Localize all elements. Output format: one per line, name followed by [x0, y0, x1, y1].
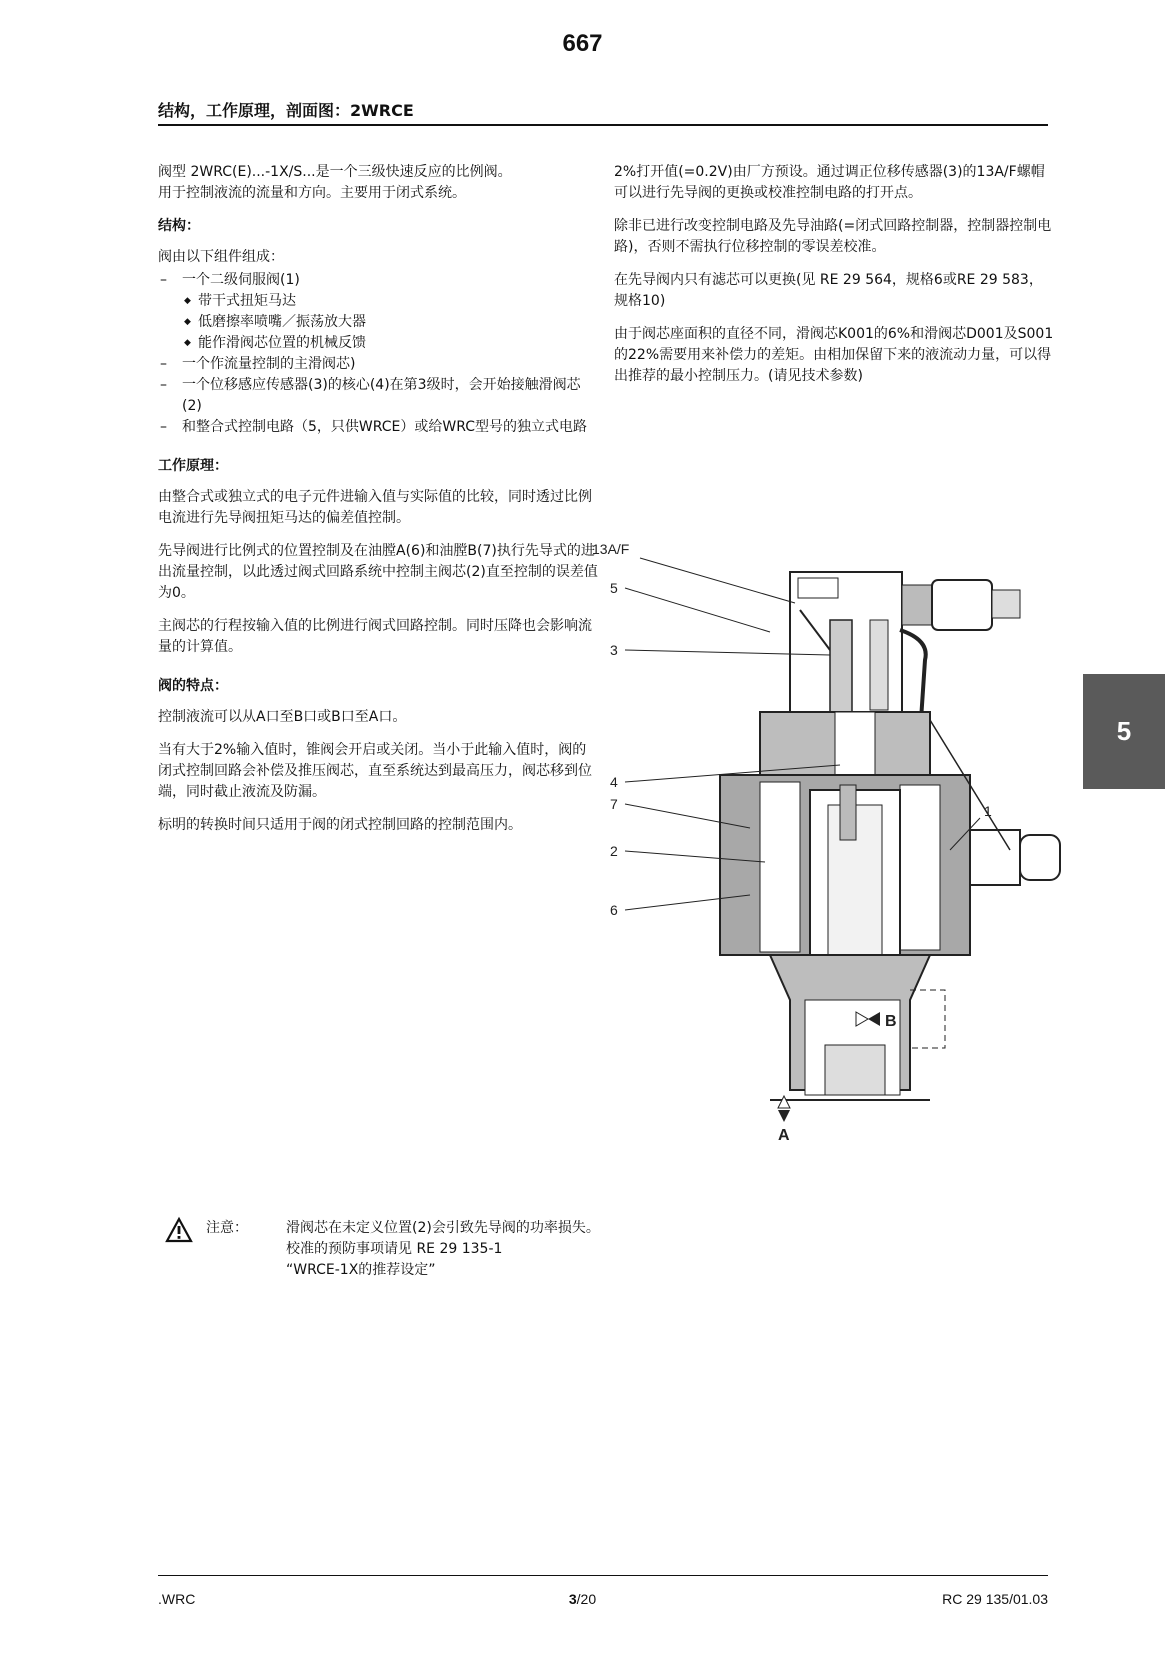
title-divider — [158, 124, 1048, 126]
page-number: 667 — [562, 30, 603, 57]
label-1: 1 — [984, 803, 992, 819]
warning-label: 注意： — [206, 1220, 248, 1236]
features-paragraph-2: 当有大于2%输入值时，锥阀会开启或关闭。当小于此输入值时，阀的闭式控制回路会补偿及推压阀芯，直至系统达到最高压力，阀芯移到位端，同时截止液流及防漏。 — [158, 742, 592, 800]
principle-paragraph-1: 由整合式或独立式的电子元件进输入值与实际值的比较，同时透过比例电流进行先导阀扭矩马达的偏差值控制。 — [158, 489, 592, 526]
label-2: 2 — [610, 843, 618, 859]
list-item: ◆ 低磨擦率喷嘴／振荡放大器 — [158, 312, 598, 333]
warning-line-3: “WRCE-1X的推荐设定” — [286, 1262, 436, 1278]
footer-divider — [158, 1575, 1048, 1576]
right-paragraph-2: 除非已进行改变控制电路及先导油路(=闭式回路控制器，控制器控制电路)，否则不需执行位移控制的零误差校准。 — [614, 218, 1052, 255]
structure-list — [158, 270, 598, 438]
valve-section-drawing — [592, 541, 1080, 1220]
warning-line-2: 校准的预防事项请见 RE 29 135-1 — [286, 1241, 503, 1257]
list-item: – 和整合式控制电路（5，只供WRCE）或给WRC型号的独立式电路 — [158, 417, 598, 438]
right-paragraph-1: 2%打开值(=0.2V)由厂方预设。通过调正位移传感器(3)的13A/F螺帽可以进行先导阀的更换或校准控制电路的打开点。 — [614, 164, 1045, 201]
list-item: – 一个二级伺服阀(1) — [158, 270, 598, 291]
intro-line-2: 用于控制液流的流量和方向。主要用于闭式系统。 — [158, 185, 466, 201]
label-6: 6 — [610, 902, 618, 918]
right-paragraph-3: 在先导阀内只有滤芯可以更换(见 RE 29 564，规格6或RE 29 583，规格10) — [614, 272, 1043, 309]
features-paragraph-1: 控制液流可以从A口至B口或B口至A口。 — [158, 709, 407, 725]
port-b-label: B — [885, 1013, 897, 1030]
label-4: 4 — [610, 774, 618, 790]
features-paragraph-3: 标明的转换时间只适用于阀的闭式控制回路的控制范围内。 — [158, 817, 522, 833]
right-column — [614, 162, 1054, 399]
list-item: ◆ 能作滑阀芯位置的机械反馈 — [158, 333, 598, 354]
list-item: ◆ 带干式扭矩马达 — [158, 291, 598, 312]
principle-paragraph-2: 先导阀进行比例式的位置控制及在油膛A(6)和油膛B(7)执行先导式的进出流量控制，以此透过阀式回路系统中控制主阀芯(2)直至控制的误差值为0。 — [158, 543, 598, 601]
label-5: 5 — [610, 580, 618, 596]
warning-icon — [166, 1218, 192, 1242]
intro-line-1: 阀型 2WRC(E)...-1X/S...是一个三级快速反应的比例阀。 — [158, 164, 512, 180]
chapter-tab: 5 — [1083, 674, 1165, 789]
footer-doc-code: .WRC — [158, 1591, 196, 1607]
intro-paragraph — [158, 162, 598, 204]
list-item: – 一个作流量控制的主滑阀芯) — [158, 354, 598, 375]
label-7: 7 — [610, 796, 618, 812]
list-item: – 一个位移感应传感器(3)的核心(4)在第3级时，会开始接触滑阀芯(2) — [158, 375, 598, 417]
label-13af: 13A/F — [592, 541, 630, 557]
structure-heading: 结构： — [158, 218, 200, 234]
label-3: 3 — [610, 642, 618, 658]
footer-page-current: 3 — [568, 1591, 577, 1607]
right-paragraph-4: 由于阀芯座面积的直径不同，滑阀芯K001的6%和滑阀芯D001及S001的22%需要用来补偿力的差矩。由相加保留下来的液流动力量，可以得出推荐的最小控制压力。(请见技术参数) — [614, 326, 1054, 384]
warning-body — [286, 1218, 606, 1281]
footer-reference: RC 29 135/01.03 — [942, 1591, 1048, 1607]
structure-lead: 阀由以下组件组成： — [158, 249, 284, 265]
port-a-label: A — [778, 1127, 790, 1144]
section-title: 结构，工作原理，剖面图：2WRCE — [158, 101, 414, 120]
features-heading: 阀的特点： — [158, 678, 228, 694]
left-column — [158, 162, 598, 848]
warning-line-1: 滑阀芯在未定义位置(2)会引致先导阀的功率损失。 — [286, 1220, 600, 1236]
principle-paragraph-3: 主阀芯的行程按输入值的比例进行阀式回路控制。同时压降也会影响流量的计算值。 — [158, 618, 592, 655]
valve-body — [720, 572, 1060, 1122]
footer-page-total: /20 — [576, 1591, 597, 1607]
principle-heading: 工作原理： — [158, 458, 228, 474]
